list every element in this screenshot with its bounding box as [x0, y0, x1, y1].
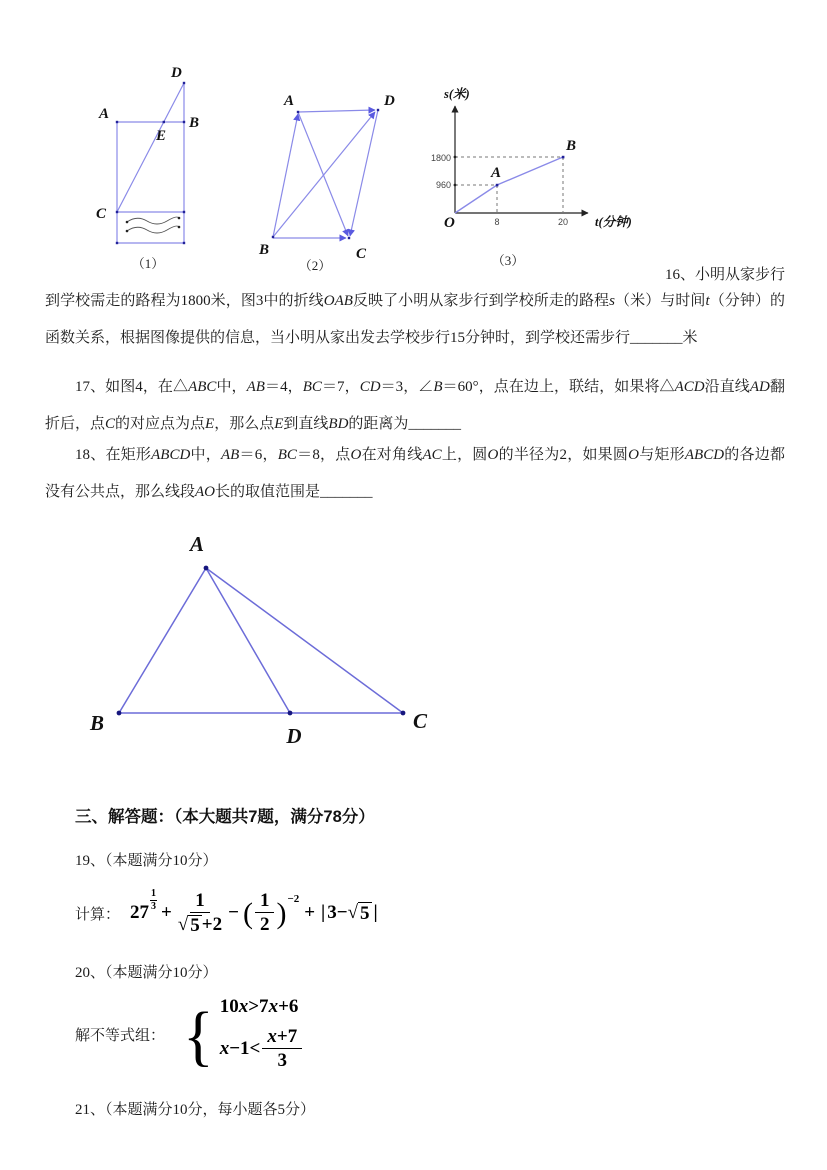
formula19-abs-content: 3− [327, 902, 348, 923]
fig4-label-A: A [189, 532, 205, 556]
formula19-half-fraction: $\frac{1}{2}$ [255, 891, 275, 935]
section3-heading: 三、解答题：（本大题共7题，满分78分） [75, 808, 375, 826]
fig1-label-A: A [99, 106, 110, 122]
problem20-system [75, 996, 304, 1073]
fig1-label-D: D [171, 65, 182, 81]
problem21-head: 21、（本题满分10分，每小题各5分） [75, 1102, 316, 1118]
formula19-base: 27 [130, 902, 150, 923]
fig3-xaxis-label: t(分钟) [595, 215, 632, 229]
abs-bar: | [321, 902, 326, 923]
formula19-prefix: 计算： [75, 906, 121, 923]
fig3-tick-1800: 1800 [430, 153, 451, 163]
problem19-formula: 计算： 27 1 3 + 1 √ 5 +2 − ( $\frac{1}{2}$ ) −2 + | 3− √ 5 | [75, 887, 378, 936]
formula19-exponent-fraction: 1 3 [151, 887, 157, 912]
sqrt-sign: √ [347, 902, 358, 923]
formula19-fraction1: 1 √ 5 +2 [177, 889, 223, 936]
fig2-label-A: A [284, 93, 295, 109]
figure-3-distance-time-graph [420, 80, 655, 275]
fig3-tick-960: 960 [435, 180, 451, 190]
fig3-origin-label: O [444, 215, 455, 231]
fig4-label-D: D [286, 724, 302, 748]
fig3-tick-8: 8 [494, 217, 500, 227]
problem20-head: 20、（本题满分10分） [75, 965, 218, 981]
fig1-label-E: E [156, 128, 167, 144]
fig2-label-B: B [259, 242, 270, 258]
problem19-head: 19、（本题满分10分） [75, 853, 218, 869]
formula19-neg2-exponent: −2 [287, 893, 300, 905]
inequality-row2: x−1< $\frac{x+7}{3}$ [220, 1027, 304, 1071]
minus-operator: − [228, 902, 239, 923]
system-brace: { [183, 998, 214, 1073]
fig3-caption: （3） [491, 253, 525, 268]
system-prefix: 解不等式组： [75, 1027, 166, 1044]
fig2-label-C: C [356, 246, 367, 262]
fig1-caption: （1） [131, 256, 165, 271]
row2-fraction: $\frac{x+7}{3}$ [262, 1027, 302, 1071]
fig2-label-D: D [384, 93, 395, 109]
fig4-label-C: C [412, 709, 428, 733]
problem17-text: 17、如图4，在△ABC中，AB＝4，BC＝7，CD＝3，∠B＝60°，点在边上，联结，如果将△ACD沿直线AD翻折后，点C的对应点为点E，那么点E到直线BD的距离为_______ [45, 379, 785, 432]
plus-operator: + [304, 902, 316, 923]
inequality-row1: 10 x >7 x +6 [219, 996, 299, 1018]
fig2-caption: （2） [298, 258, 332, 273]
figure-1-rectangle-fold [85, 58, 215, 276]
sqrt-sign: √ [177, 914, 189, 935]
fig4-label-B: B [89, 711, 105, 735]
fig3-yaxis-label: s(米) [444, 87, 470, 101]
figure-2-quadrilateral-vectors [258, 88, 423, 278]
problem16-line1: 16、小明从家步行 [664, 267, 785, 283]
plus-operator: + [161, 902, 172, 923]
abs-bar: | [373, 902, 378, 923]
fig1-label-C: C [96, 206, 107, 222]
problem16-line2: 到学校需走的路程为1800米，图3中的折线OAB反映了小明从家步行到学校所走的路程s（米）与时间t（分钟）的 [45, 293, 785, 309]
water-wave-lines [127, 217, 179, 233]
fig3-point-B-label: B [566, 138, 577, 154]
fig3-point-A-label: A [491, 165, 502, 181]
fig3-tick-20: 20 [557, 217, 569, 227]
polyline-OAB [455, 157, 563, 213]
problem16-line3: 函数关系，根据图像提供的信息，当小明从家出发去学校步行15分钟时，到学校还需步行_______米 [45, 330, 698, 346]
figure-4-triangle-ABCD [70, 515, 470, 765]
problem18-text: 18、在矩形ABCD中，AB＝6，BC＝8，点O在对角线AC上，圆O的半径为2，如果圆O与矩形ABCD的各边都没有公共点，那么线段AO长的取值范围是_______ [45, 447, 785, 500]
fig1-label-B: B [189, 115, 200, 131]
